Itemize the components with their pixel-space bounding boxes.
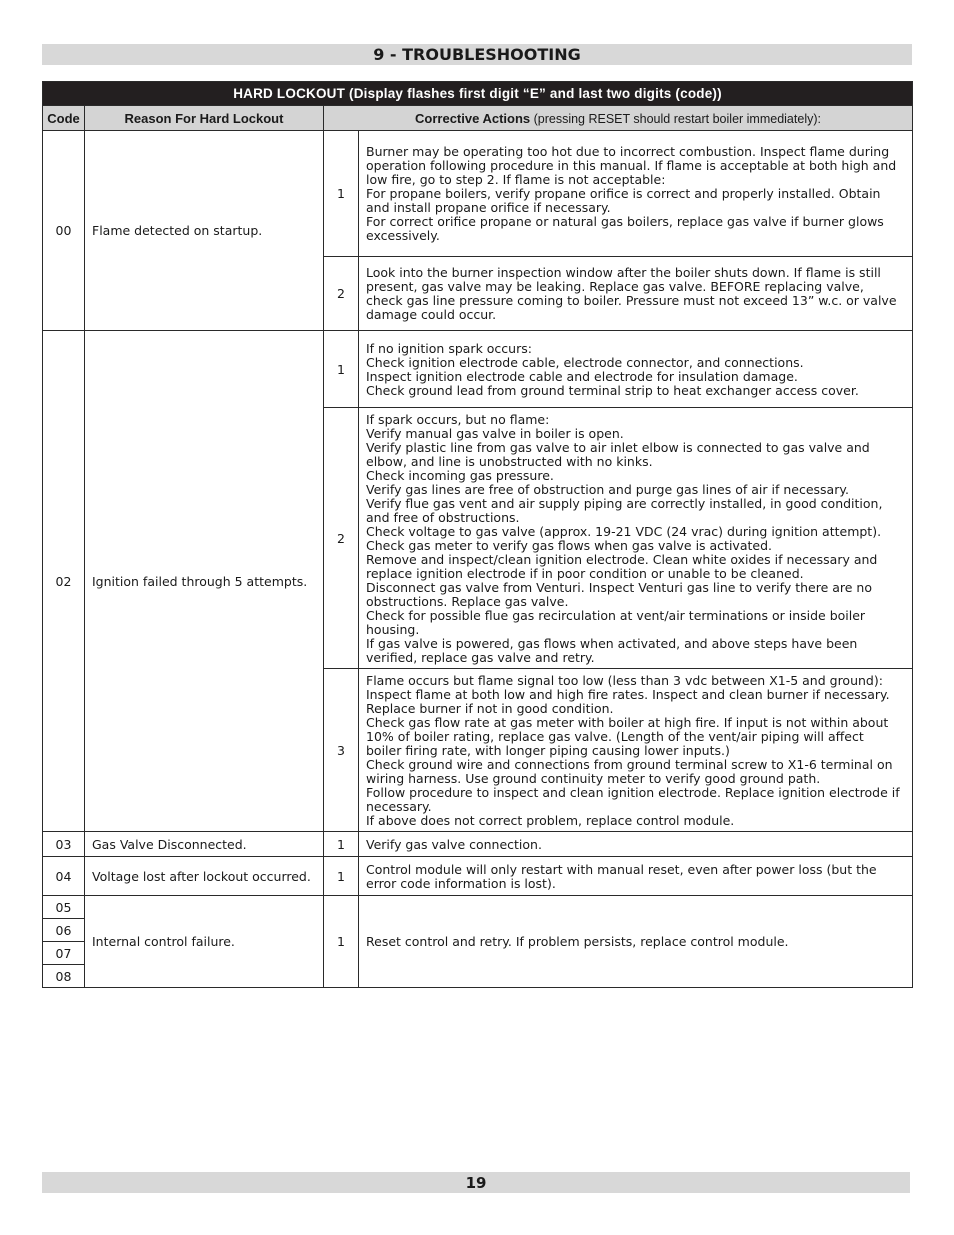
code-cell: 05: [43, 896, 85, 919]
action-line: For propane boilers, verify propane orifice is correct and properly installed. Obtain: [366, 186, 881, 201]
action-line: Verify flue gas vent and air supply piping are correctly installed, in good condition,: [366, 495, 883, 511]
action-line: check gas line pressure coming to boiler. Pressure must not exceed 13” w.c. or valve: [366, 293, 897, 308]
action-line: For correct orifice propane or natural gas boilers, replace gas valve if burner glows: [366, 214, 884, 229]
action-line: wiring harness. Use ground continuity meter to verify good ground path.: [366, 770, 821, 786]
action-line: Check ground wire and connections from ground terminal screw to X1-6 terminal on: [366, 756, 893, 772]
action-line: Control module will only restart with manual reset, even after power loss (but the: [366, 861, 877, 877]
action-line: replace ignition electrode if in poor condition or unable to be cleaned.: [366, 565, 804, 581]
table-row: [43, 857, 913, 896]
action-line: Look into the burner inspection window after the boiler shuts down. If flame is still: [366, 265, 881, 280]
action-line: damage could occur.: [366, 307, 497, 322]
corrective-action: [359, 331, 913, 408]
action-line: Check ground lead from ground terminal strip to heat exchanger access cover.: [366, 382, 859, 398]
step-number: 1: [324, 896, 359, 988]
step-number: 3: [324, 669, 359, 832]
action-line: Remove and inspect/clean ignition electrode. Clean white oxides if necessary and: [366, 551, 878, 567]
action-line: low fire, go to step 2. If flame is not acceptable:: [366, 172, 666, 187]
action-line: Reset control and retry. If problem persists, replace control module.: [366, 934, 789, 949]
corrective-action: [359, 832, 913, 857]
corrective-action: [359, 669, 913, 832]
corrective-action: [359, 408, 913, 669]
table-row: [43, 832, 913, 857]
action-line: If spark occurs, but no flame:: [366, 411, 550, 427]
code-cell: 03: [43, 832, 85, 857]
corrective-action: [359, 896, 913, 988]
step-number: 1: [324, 331, 359, 408]
action-line: operation following procedure in this manual. If flame is acceptable at both high and: [366, 158, 897, 173]
action-line: boiler firing rate, with longer piping causing lower inputs.): [366, 742, 730, 758]
action-line: Check incoming gas pressure.: [366, 467, 554, 483]
column-header-actions-title: Corrective Actions: [415, 110, 531, 126]
reason-cell: Flame detected on startup.: [85, 131, 324, 331]
reason-cell: Ignition failed through 5 attempts.: [85, 331, 324, 832]
table-row: [43, 896, 913, 919]
code-cell: 06: [43, 919, 85, 942]
table-row: [43, 331, 913, 408]
page-number: 19: [42, 1172, 910, 1193]
corrective-action: [359, 257, 913, 331]
action-line: If no ignition spark occurs:: [366, 340, 532, 356]
action-line: 10% of boiler rating, replace gas valve. (Length of the vent/air piping will affect: [366, 728, 864, 744]
reason-cell: Voltage lost after lockout occurred.: [85, 857, 324, 896]
table-banner: HARD LOCKOUT (Display flashes first digit “E” and last two digits (code)): [43, 82, 913, 106]
step-number: 2: [324, 257, 359, 331]
action-line: Disconnect gas valve from Venturi. Inspect Venturi gas line to verify there are no: [366, 579, 873, 595]
action-line: Flame occurs but flame signal too low (less than 3 vdc between X1-5 and ground):: [366, 672, 883, 688]
action-line: necessary.: [366, 798, 432, 814]
action-line: Verify gas valve connection.: [366, 836, 542, 852]
action-line: verified, replace gas valve and retry.: [366, 649, 595, 665]
action-line: Check for possible flue gas recirculation at vent/air terminations or inside boiler: [366, 607, 866, 623]
reason-cell: Gas Valve Disconnected.: [85, 832, 324, 857]
code-cell: 07: [43, 942, 85, 965]
hard-lockout-table: [42, 81, 913, 988]
code-cell: 00: [43, 131, 85, 331]
column-header-code: Code: [43, 106, 85, 131]
table-row: [43, 131, 913, 257]
section-title: 9 - TROUBLESHOOTING: [42, 44, 912, 65]
step-number: 2: [324, 408, 359, 669]
action-line: elbow, and line is unobstructed with no kinks.: [366, 453, 653, 469]
action-line: Verify plastic line from gas valve to air inlet elbow is connected to gas valve and: [366, 439, 870, 455]
action-line: Verify gas lines are free of obstruction and purge gas lines of air if necessary.: [366, 481, 849, 497]
column-header-actions-note: (pressing RESET should restart boiler immediately):: [530, 111, 821, 126]
action-line: obstructions. Replace gas valve.: [366, 593, 569, 609]
column-header-reason: Reason For Hard Lockout: [85, 106, 324, 131]
action-line: If above does not correct problem, replace control module.: [366, 812, 735, 828]
column-header-actions: [324, 106, 913, 131]
action-line: Replace burner if not in good condition.: [366, 700, 614, 716]
action-line: Inspect flame at both low and high fire rates. Inspect and clean burner if necessary.: [366, 686, 890, 702]
action-line: present, gas valve may be leaking. Replace gas valve. BEFORE replacing valve,: [366, 279, 864, 294]
action-line: housing.: [366, 621, 420, 637]
action-line: Check gas flow rate at gas meter with boiler at high fire. If input is not within about: [366, 714, 889, 730]
action-line: and free of obstructions.: [366, 509, 520, 525]
action-line: Check ignition electrode cable, electrode connector, and connections.: [366, 354, 804, 370]
action-line: Verify manual gas valve in boiler is open.: [366, 425, 624, 441]
action-line: Inspect ignition electrode cable and electrode for insulation damage.: [366, 368, 798, 384]
step-number: 1: [324, 131, 359, 257]
reason-cell: Internal control failure.: [85, 896, 324, 988]
step-number: 1: [324, 832, 359, 857]
code-cell: 02: [43, 331, 85, 832]
action-line: Check gas meter to verify gas flows when gas valve is activated.: [366, 537, 772, 553]
step-number: 1: [324, 857, 359, 896]
action-line: error code information is lost).: [366, 875, 556, 891]
action-line: and install propane orifice if necessary.: [366, 200, 611, 215]
code-cell: 08: [43, 965, 85, 988]
corrective-action: [359, 857, 913, 896]
action-line: Check voltage to gas valve (approx. 19-21 VDC (24 vrac) during ignition attempt).: [366, 523, 882, 539]
action-line: Burner may be operating too hot due to incorrect combustion. Inspect flame during: [366, 144, 890, 159]
code-cell: 04: [43, 857, 85, 896]
action-line: excessively.: [366, 228, 440, 243]
table-body: [43, 131, 913, 988]
corrective-action: [359, 131, 913, 257]
action-line: If gas valve is powered, gas flows when activated, and above steps have been: [366, 635, 858, 651]
action-line: Follow procedure to inspect and clean ignition electrode. Replace ignition electrode if: [366, 784, 900, 800]
